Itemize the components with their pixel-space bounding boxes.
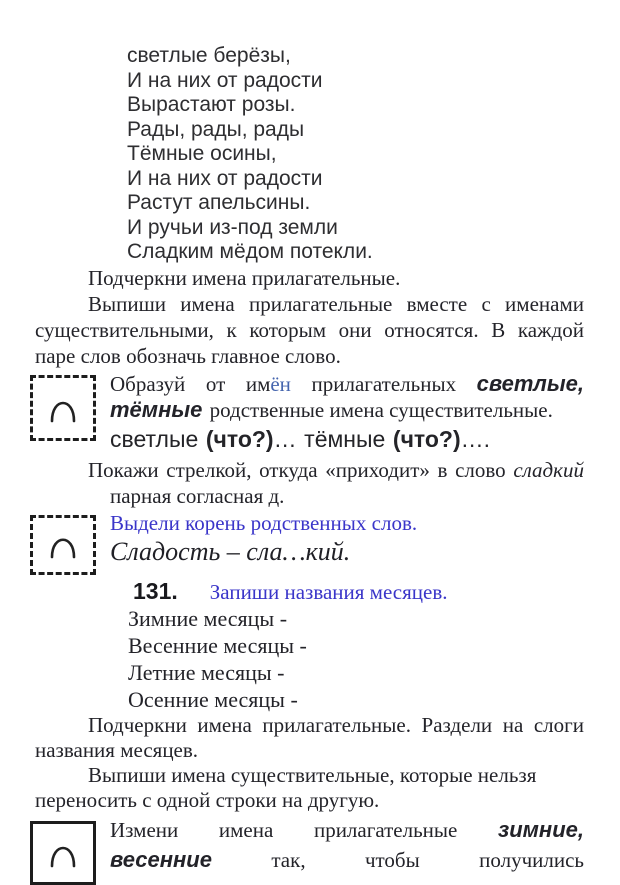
example-word-pair: Сладость – сла…кий. [110,536,351,566]
task-line: Выпиши имена прилагательные вместе с именами [88,291,584,316]
emphasized-word: зимние, [497,816,584,842]
word: чтобы [364,847,420,872]
word: получились [479,847,584,872]
root-symbol-box [30,515,96,575]
task-mark-root [110,511,584,575]
root-task-row-mark-root [30,511,584,575]
highlighted-letters: ён [270,371,291,396]
exercise-title: Запиши названия месяцев. [209,579,448,604]
poem-line: Растут апельсины. [127,191,311,214]
emphasized-word: весенние [110,846,212,872]
task-line: Выпиши имена существительные, которые нельзя [88,762,537,787]
task-no-hyphenation [35,763,584,813]
task-line [110,371,584,397]
task-line: тёмные родственные имена существительные. [110,396,553,422]
answer-pattern-line: светлые (что?)… тёмные (что?)…. [110,425,491,452]
root-symbol-box [30,821,96,885]
poem-line: И на них от радости [127,166,323,190]
task-form-nouns [110,371,584,455]
task-line: существительными, к которым они относятся. В каждой [35,317,584,342]
task-line: переносить с одной строки на другую. [35,787,380,812]
word: Образуй [110,371,186,396]
root-arc-icon [43,834,83,872]
word: имён [245,371,291,396]
blue-task-line: Выдели корень родственных слов. [110,510,418,535]
poem-line: Сладким мёдом потекли. [127,240,373,263]
exercise-header [133,577,584,605]
poem-line: И ручьи из-под земли [127,215,338,239]
task-syllables [35,713,584,763]
month-line: Зимние месяцы - [128,605,288,631]
task-line: паре слов обозначь главное слово. [35,343,341,368]
word: Измени [110,817,179,842]
emphasized-word: светлые, [476,370,584,396]
italic-word: сладкий [513,457,585,482]
task-underline-adjectives: Подчеркни имена прилагательные. [88,265,401,290]
month-line: Летние месяцы - [128,659,285,685]
task-line: Покажи стрелкой, откуда «приходит» в слово сладкий [88,457,585,482]
exercise-number: 131. [133,577,178,604]
task-line: парная согласная д. [110,483,285,508]
task-copy-pairs [35,291,584,369]
month-line: Весенние месяцы - [128,632,307,658]
word: так, [271,847,306,872]
poem-line: И на них от радости [127,68,323,92]
task-line: названия месяцев. [35,737,199,762]
task-line: Подчеркни имена прилагательные. Раздели на слоги [88,712,584,737]
root-arc-icon [43,388,83,428]
poem-line: Тёмные осины, [127,142,277,165]
poem-line: Вырастают розы. [127,93,296,116]
word: имена [218,817,274,842]
month-line: Осенние месяцы - [128,686,298,712]
task-change-adjectives [110,815,584,885]
task-line [110,815,584,845]
root-arc-icon [43,527,83,563]
poem-line: Рады, рады, рады [127,117,305,141]
word: прилагательных [311,371,457,396]
root-task-row-change-adjectives [30,815,584,885]
months-list [128,605,584,713]
emphasized-word: тёмные [110,396,203,422]
word: прилагательные [313,817,458,842]
poem [127,44,584,265]
task-line [110,845,584,875]
task-arrow-consonant [35,457,584,509]
root-task-row-form-nouns [30,371,584,455]
word: от [205,371,226,396]
root-symbol-box [30,375,96,441]
poem-line: светлые берёзы, [127,44,291,67]
